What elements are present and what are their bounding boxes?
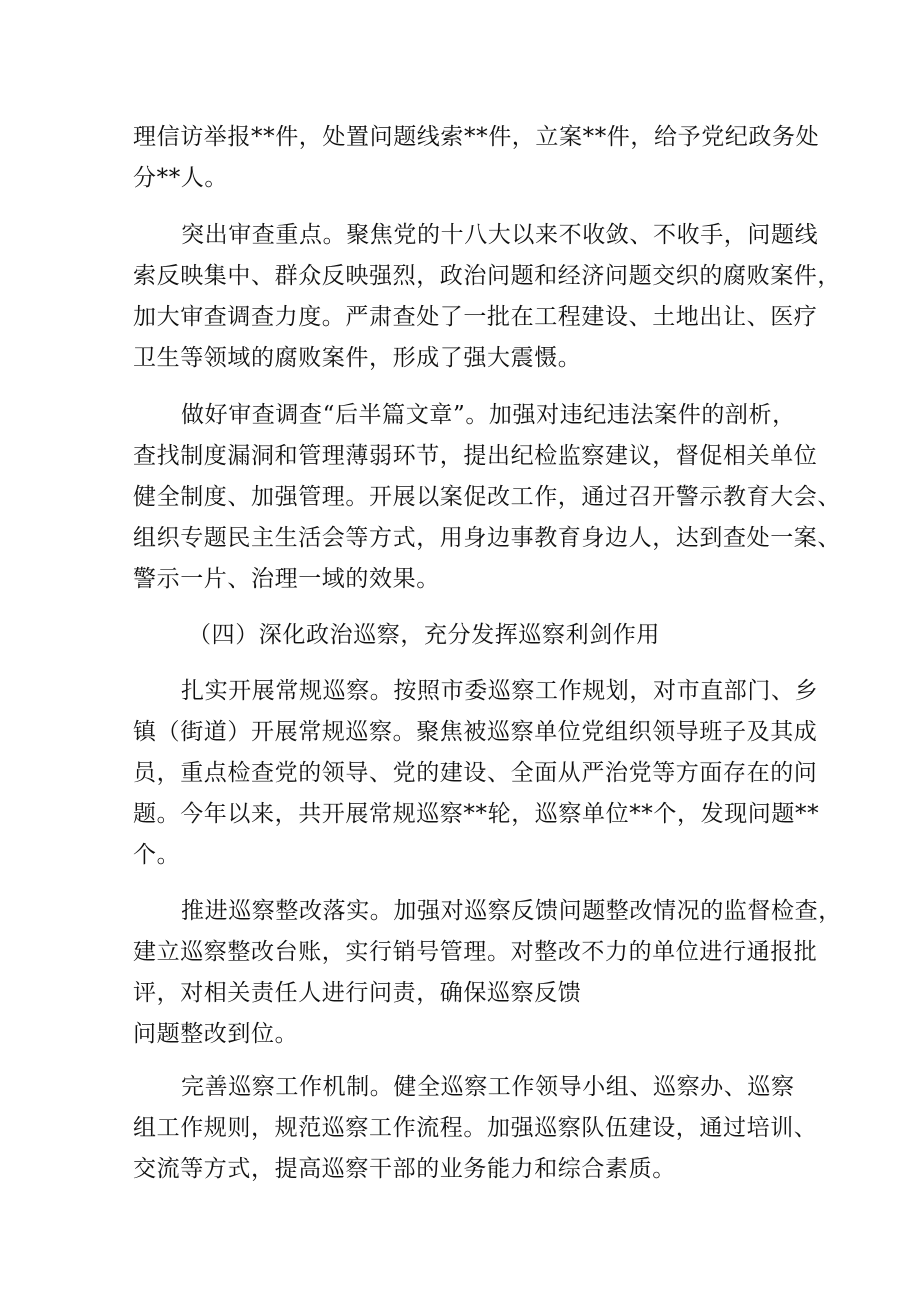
text-line: 健全制度、加强管理。开展以案促改工作，通过召开警示教育大会、 (133, 484, 841, 510)
text-line: 索反映集中、群众反映强烈，政治问题和经济问题交织的腐败案件， (133, 263, 841, 289)
text-line: 建立巡察整改台账，实行销号管理。对整改不力的单位进行通报批 (133, 939, 818, 965)
text-line: 员，重点检查党的领导、党的建设、全面从严治党等方面存在的问 (133, 760, 818, 786)
text-line: 问题整改到位。 (133, 1021, 299, 1047)
text-line: 交流等方式，提高巡察干部的业务能力和综合素质。 (133, 1156, 676, 1182)
paragraph-first-line: 完善巡察工作机制。健全巡察工作领导小组、巡察办、巡察 (181, 1074, 795, 1100)
paragraph-first-line: 突出审查重点。聚焦党的十八大以来不收敛、不收手，问题线 (181, 222, 819, 248)
text-line: 镇（街道）开展常规巡察。聚焦被巡察单位党组织领导班子及其成 (133, 719, 818, 745)
text-line: 个。 (133, 842, 181, 868)
text-line: 分**人。 (133, 165, 228, 191)
text-line: 组工作规则，规范巡察工作流程。加强巡察队伍建设，通过培训、 (133, 1115, 818, 1141)
text-line: 评，对相关责任人进行问责，确保巡察反馈 (133, 980, 582, 1006)
text-line: 加大审查调查力度。严肃查处了一批在工程建设、土地出让、医疗 (133, 304, 818, 330)
text-line: 题。今年以来，共开展常规巡察**轮，巡察单位**个，发现问题** (133, 801, 820, 827)
text-line: 卫生等领域的腐败案件，形成了强大震慑。 (133, 345, 582, 371)
text-line: 查找制度漏洞和管理薄弱环节，提出纪检监察建议，督促相关单位 (133, 443, 818, 469)
paragraph-first-line: 扎实开展常规巡察。按照市委巡察工作规划，对市直部门、乡 (181, 678, 819, 704)
text-line: 组织专题民主生活会等方式，用身边事教育身边人，达到查处一案、 (133, 525, 841, 551)
text-line: 警示一片、治理一域的效果。 (133, 566, 440, 592)
paragraph-first-line: 推进巡察整改落实。加强对巡察反馈问题整改情况的监督检查， (181, 898, 842, 924)
paragraph-first-line: 做好审查调查“后半篇文章”。加强对违纪违法案件的剖析， (181, 402, 796, 428)
section-heading: （四）深化政治巡察，充分发挥巡察利剑作用 (188, 622, 660, 648)
text-line: 理信访举报**件，处置问题线索**件，立案**件，给予党纪政务处 (133, 124, 820, 150)
